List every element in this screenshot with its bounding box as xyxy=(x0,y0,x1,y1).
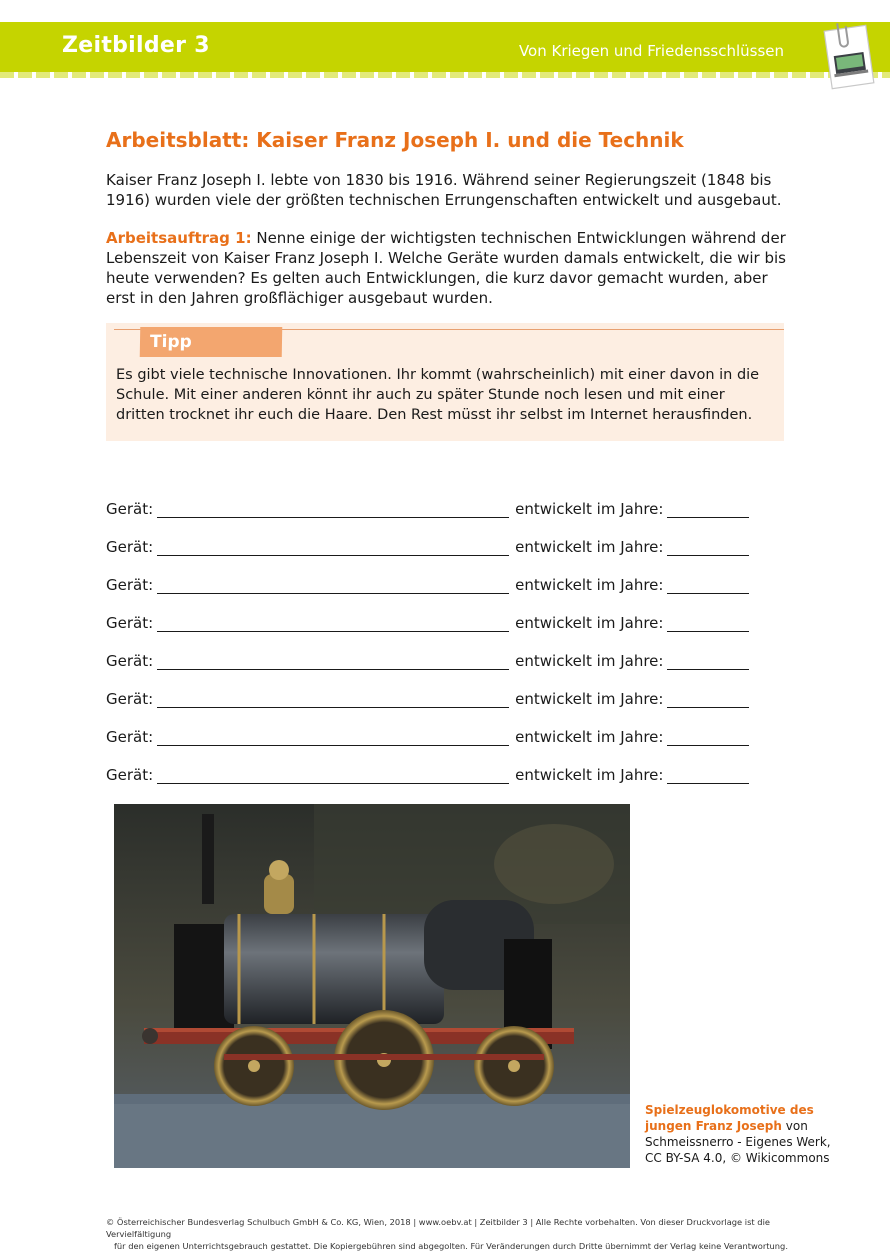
device-label: Gerät: xyxy=(106,652,154,670)
device-answer-line[interactable] xyxy=(157,731,509,746)
year-label: entwickelt im Jahre: xyxy=(515,614,664,632)
year-label: entwickelt im Jahre: xyxy=(515,652,664,670)
year-answer-line[interactable] xyxy=(667,693,749,708)
year-answer-line[interactable] xyxy=(667,541,749,556)
worksheet-title: Arbeitsblatt: Kaiser Franz Joseph I. und die Technik xyxy=(106,128,684,152)
header-title: Zeitbilder 3 xyxy=(62,33,210,58)
task-text: Nenne einige der wichtigsten technischen Entwicklungen während der Lebenszeit von Kaiser Franz Joseph I. Welche Geräte wurden damals entwickelt, die wir bis heute verwenden? Es gelten auch Entwicklungen, die kurz davor gemacht wurden, aber erst in den Jahren großflächiger ausgebaut wurden. xyxy=(106,229,786,307)
year-answer-line[interactable] xyxy=(667,655,749,670)
device-answer-line[interactable] xyxy=(157,769,509,784)
fill-row xyxy=(106,518,766,556)
fill-row xyxy=(106,632,766,670)
tip-label: Tipp xyxy=(140,327,283,357)
intro-paragraph: Kaiser Franz Joseph I. lebte von 1830 bis 1916. Während seiner Regierungszeit (1848 bis 1916) wurden viele der größten technischen Errungenschaften entwickelt und ausgebaut. xyxy=(106,171,782,209)
photo-caption xyxy=(645,1102,845,1166)
year-label: entwickelt im Jahre: xyxy=(515,500,664,518)
year-label: entwickelt im Jahre: xyxy=(515,576,664,594)
year-label: entwickelt im Jahre: xyxy=(515,690,664,708)
year-label: entwickelt im Jahre: xyxy=(515,728,664,746)
task-paragraph xyxy=(106,228,786,308)
device-answer-line[interactable] xyxy=(157,617,509,632)
year-answer-line[interactable] xyxy=(667,503,749,518)
footer-line-1: © Österreichischer Bundesverlag Schulbuch GmbH & Co. KG, Wien, 2018 | www.oebv.at | Zeitbilder 3 | Alle Rechte vorbehalten. Von dieser Druckvorlage ist die Vervielfältigung xyxy=(106,1217,770,1239)
fill-row xyxy=(106,480,766,518)
device-label: Gerät: xyxy=(106,766,154,784)
year-label: entwickelt im Jahre: xyxy=(515,538,664,556)
caption-credit: von Schmeissnerro - Eigenes Werk, CC BY-SA 4.0, © Wikicommons xyxy=(645,1119,831,1165)
device-label: Gerät: xyxy=(106,614,154,632)
copyright-footer xyxy=(106,1216,796,1252)
device-answer-line[interactable] xyxy=(157,541,509,556)
year-answer-line[interactable] xyxy=(667,769,749,784)
caption-title: Spielzeuglokomotive des jungen Franz Joseph xyxy=(645,1103,814,1133)
fill-row xyxy=(106,746,766,784)
tip-box xyxy=(106,323,784,441)
fill-row xyxy=(106,670,766,708)
fill-row xyxy=(106,594,766,632)
locomotive-illustration xyxy=(114,804,630,1168)
device-answer-line[interactable] xyxy=(157,693,509,708)
worksheet-document-icon xyxy=(818,20,880,94)
device-label: Gerät: xyxy=(106,538,154,556)
fill-row xyxy=(106,556,766,594)
toy-locomotive-photo xyxy=(114,804,630,1168)
year-answer-line[interactable] xyxy=(667,731,749,746)
fill-row xyxy=(106,708,766,746)
device-answer-line[interactable] xyxy=(157,579,509,594)
footer-line-2: für den eigenen Unterrichtsgebrauch gestattet. Die Kopiergebühren sind abgegolten. Für Veränderungen durch Dritte übernimmt der Verlag keine Verantwortung. xyxy=(114,1241,788,1251)
task-label: Arbeitsauftrag 1: xyxy=(106,229,252,247)
device-label: Gerät: xyxy=(106,576,154,594)
device-label: Gerät: xyxy=(106,728,154,746)
year-label: entwickelt im Jahre: xyxy=(515,766,664,784)
fill-in-rows xyxy=(106,480,766,784)
device-label: Gerät: xyxy=(106,690,154,708)
year-answer-line[interactable] xyxy=(667,579,749,594)
tip-text: Es gibt viele technische Innovationen. Ihr kommt (wahrscheinlich) mit einer davon in die Schule. Mit einer anderen könnt ihr auch zu später Stunde noch lesen und mit einer dritten trocknet ihr euch die Haare. Den Rest müsst ihr selbst im Internet herausfinden. xyxy=(116,367,760,423)
device-answer-line[interactable] xyxy=(157,503,509,518)
year-answer-line[interactable] xyxy=(667,617,749,632)
header-subtitle: Von Kriegen und Friedensschlüssen xyxy=(518,42,784,60)
device-label: Gerät: xyxy=(106,500,154,518)
device-answer-line[interactable] xyxy=(157,655,509,670)
